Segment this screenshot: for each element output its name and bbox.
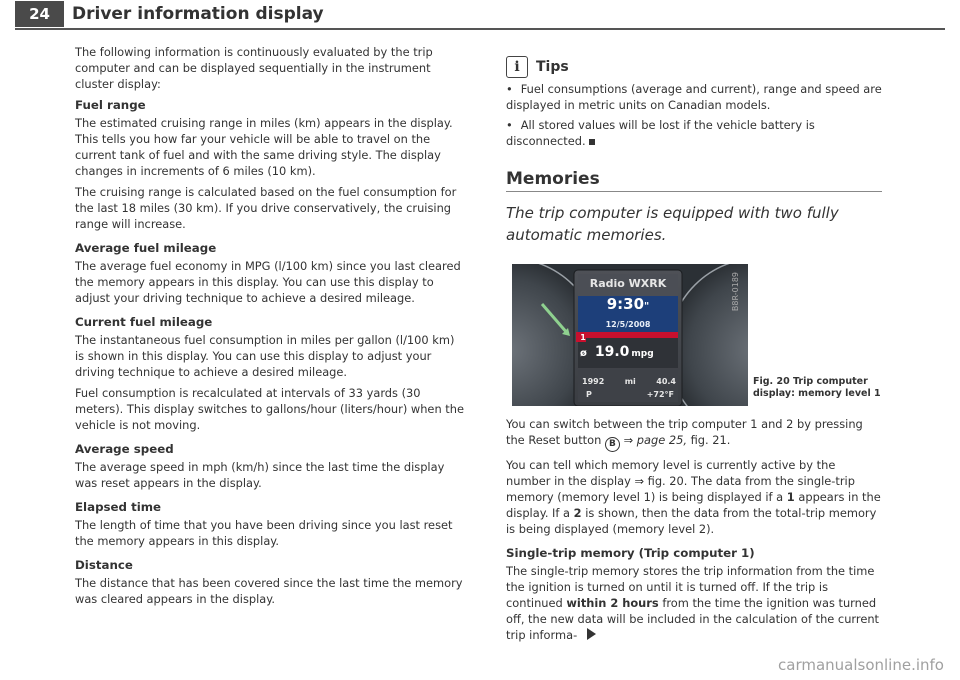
figure-caption (753, 376, 881, 400)
right-column (506, 56, 882, 648)
info-icon: i (506, 56, 528, 78)
continue-arrow-icon (587, 628, 596, 640)
paragraph: The cruising range is calculated based on the fuel consumption for the last 18 miles (30 km). If you drive conservatively, the cruising range will increase. (75, 185, 457, 231)
mileage-display (580, 344, 678, 362)
text-run: appears in the display. If a (506, 490, 881, 520)
paragraph: The instantaneous fuel consumption in miles per gallon (l/100 km) is shown in this display. You can use this display to adjust your driving technique to achieve a desired mileage. (75, 333, 455, 379)
clock-time: 9:30 (606, 295, 645, 313)
text-run: from the time the ignition was turned off, the new data will be included in the calculation of the current trip informa- (506, 596, 880, 642)
arrow-icon: ⇒ (634, 474, 645, 488)
paragraph: The distance that has been covered since the last time the memory was cleared appears in the display. (75, 576, 463, 606)
memory-number: 1 (786, 490, 795, 504)
paragraph: The average fuel economy in MPG (l/100 km) since you last cleared the memory appears in this display. You can use this display to adjust your driving technique to achieve a desired mileage. (75, 259, 461, 305)
clock-display (578, 296, 678, 315)
tips-header (506, 56, 882, 78)
temperature-display: +72°F (646, 390, 674, 399)
intro-paragraph: The following information is continuously evaluated by the trip computer and can be displayed sequentially in the instrument cluster display: (75, 45, 433, 91)
trip-value: 40.4 (656, 377, 676, 386)
section-heading-fuel-range: Fuel range (75, 98, 146, 112)
radio-label: Radio WXRK (589, 277, 667, 290)
figure-code: B8R-0189 (731, 272, 740, 312)
date-display: 12/5/2008 (605, 320, 651, 329)
single-trip-heading: Single-trip memory (Trip computer 1) (506, 546, 755, 560)
status-row (586, 387, 674, 403)
odometer-value: 1992 (582, 377, 605, 386)
caption-line: Fig. 20 Trip computer (753, 376, 868, 387)
arrow-icon: ⇒ (623, 433, 634, 447)
tips-item (506, 81, 882, 113)
paragraph: The average speed in mph (km/h) since the last time the display was reset appears in the display. (75, 460, 445, 490)
instrument-cluster-image (512, 264, 748, 406)
tips-item-text: All stored values will be lost if the vehicle battery is disconnected. (506, 118, 815, 148)
text-run: is shown, then the data from the total-trip memory is being displayed (memory level 2). (506, 506, 877, 536)
memory-level-paragraph (506, 457, 882, 537)
paragraph: The length of time that you have been driving since you last reset the memory appears in this display. (75, 518, 453, 548)
section-heading-distance: Distance (75, 558, 133, 572)
section-heading-current-fuel-mileage: Current fuel mileage (75, 315, 213, 329)
watermark: carmanualsonline.info (778, 656, 944, 674)
average-symbol: ø (580, 348, 587, 359)
section-heading-average-speed: Average speed (75, 442, 174, 456)
memories-divider (506, 191, 882, 192)
odometer-unit: mi (624, 377, 636, 386)
reset-button-icon: B (605, 437, 620, 452)
caption-line: display: memory level 1 (753, 388, 881, 399)
paragraph: Fuel consumption is recalculated at intervals of 33 yards (30 meters). This display switches to gallons/hour (liters/hour) when the vehicle is not moving. (75, 386, 464, 432)
text-run: fig. 21. (690, 433, 731, 447)
header-divider (15, 28, 945, 30)
page-number-tab: 24 (15, 1, 64, 27)
memories-heading: Memories (506, 169, 600, 189)
single-trip-paragraph (506, 563, 882, 643)
text-run: You can tell which memory level is currently active by the number in the display (506, 458, 836, 488)
left-column (75, 44, 467, 612)
paragraph: The estimated cruising range in miles (km) appears in the display. This tells you how far your vehicle will be able to travel on the current tank of fuel and with the same driving style. The display changes in increments of 6 miles (10 km). (75, 116, 453, 178)
page-reference-link[interactable]: page 25, (636, 433, 687, 447)
tips-item-text: Fuel consumptions (average and current), range and speed are displayed in metric units on Canadian models. (506, 82, 882, 112)
end-of-section-mark (589, 139, 595, 145)
memory-number: 2 (573, 506, 582, 520)
tips-item (506, 117, 882, 149)
memory-level-indicator: 1 (580, 333, 586, 342)
section-heading-elapsed-time: Elapsed time (75, 500, 162, 514)
reset-paragraph (506, 416, 882, 452)
mileage-unit: mpg (631, 349, 654, 359)
text-run: You can switch between the trip computer 1 and 2 by pressing the Reset button (506, 417, 863, 447)
mileage-value: 19.0 (594, 344, 630, 360)
section-heading-average-fuel-mileage: Average fuel mileage (75, 241, 217, 255)
figure-20 (506, 264, 882, 406)
emphasis: within 2 hours (566, 596, 659, 610)
text-run: The single-trip memory stores the trip information from the time the ignition is turned on until it is turned off. If the trip is continued (506, 564, 875, 610)
page-header-title: Driver information display (72, 4, 324, 24)
gear-indicator: P (586, 390, 592, 399)
clock-suffix: " (644, 301, 650, 312)
tips-title: Tips (536, 59, 569, 75)
memories-intro: The trip computer is equipped with two fully automatic memories. (506, 204, 839, 244)
text-run: fig. 20. The data from the single-trip memory (memory level 1) is being displayed if a (506, 474, 855, 504)
